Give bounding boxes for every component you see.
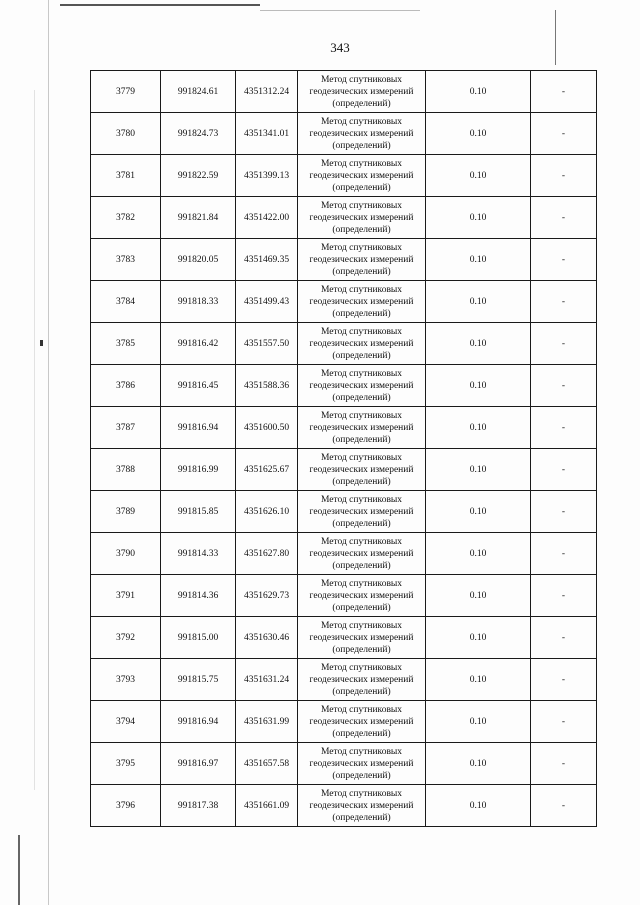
x-coordinate-cell: 991815.75: [161, 659, 236, 701]
x-coordinate-cell: 991815.00: [161, 617, 236, 659]
table-row: [91, 785, 597, 827]
y-coordinate-cell: 4351422.00: [236, 197, 298, 239]
scan-artifact-right-edge: [555, 10, 556, 65]
scan-artifact-left-edge: [48, 0, 49, 905]
x-coordinate-cell: 991822.59: [161, 155, 236, 197]
method-cell: Метод спутниковых геодезических измерений (определений): [298, 659, 426, 701]
table-row: [91, 323, 597, 365]
point-number-cell: 3787: [91, 407, 161, 449]
x-coordinate-cell: 991817.38: [161, 785, 236, 827]
x-coordinate-cell: 991814.33: [161, 533, 236, 575]
point-number-cell: 3789: [91, 491, 161, 533]
accuracy-cell: 0.10: [426, 533, 531, 575]
point-number-cell: 3779: [91, 71, 161, 113]
y-coordinate-cell: 4351600.50: [236, 407, 298, 449]
note-cell: -: [531, 323, 597, 365]
y-coordinate-cell: 4351631.99: [236, 701, 298, 743]
y-coordinate-cell: 4351657.58: [236, 743, 298, 785]
point-number-cell: 3790: [91, 533, 161, 575]
table-row: [91, 113, 597, 155]
scan-artifact-mark: [40, 340, 43, 346]
x-coordinate-cell: 991816.97: [161, 743, 236, 785]
scan-artifact-left-edge-faint: [34, 90, 35, 790]
y-coordinate-cell: 4351631.24: [236, 659, 298, 701]
table-row: [91, 239, 597, 281]
point-number-cell: 3796: [91, 785, 161, 827]
table-row: [91, 365, 597, 407]
note-cell: -: [531, 239, 597, 281]
y-coordinate-cell: 4351341.01: [236, 113, 298, 155]
y-coordinate-cell: 4351625.67: [236, 449, 298, 491]
note-cell: -: [531, 617, 597, 659]
note-cell: -: [531, 113, 597, 155]
note-cell: -: [531, 449, 597, 491]
note-cell: -: [531, 659, 597, 701]
method-cell: Метод спутниковых геодезических измерений (определений): [298, 575, 426, 617]
x-coordinate-cell: 991816.94: [161, 701, 236, 743]
table-row: [91, 743, 597, 785]
method-cell: Метод спутниковых геодезических измерений (определений): [298, 155, 426, 197]
method-cell: Метод спутниковых геодезических измерений (определений): [298, 71, 426, 113]
note-cell: -: [531, 155, 597, 197]
table-row: [91, 407, 597, 449]
table-row: [91, 155, 597, 197]
method-cell: Метод спутниковых геодезических измерений (определений): [298, 449, 426, 491]
note-cell: -: [531, 197, 597, 239]
note-cell: -: [531, 785, 597, 827]
method-cell: Метод спутниковых геодезических измерений (определений): [298, 113, 426, 155]
method-cell: Метод спутниковых геодезических измерений (определений): [298, 407, 426, 449]
point-number-cell: 3792: [91, 617, 161, 659]
method-cell: Метод спутниковых геодезических измерений (определений): [298, 491, 426, 533]
note-cell: -: [531, 281, 597, 323]
point-number-cell: 3784: [91, 281, 161, 323]
method-cell: Метод спутниковых геодезических измерений (определений): [298, 197, 426, 239]
note-cell: -: [531, 575, 597, 617]
accuracy-cell: 0.10: [426, 785, 531, 827]
accuracy-cell: 0.10: [426, 659, 531, 701]
y-coordinate-cell: 4351312.24: [236, 71, 298, 113]
table-row: [91, 659, 597, 701]
table-row: [91, 449, 597, 491]
table-row: [91, 575, 597, 617]
coordinates-table-body: [91, 71, 597, 827]
table-row: [91, 281, 597, 323]
accuracy-cell: 0.10: [426, 491, 531, 533]
point-number-cell: 3793: [91, 659, 161, 701]
y-coordinate-cell: 4351399.13: [236, 155, 298, 197]
note-cell: -: [531, 407, 597, 449]
accuracy-cell: 0.10: [426, 155, 531, 197]
y-coordinate-cell: 4351629.73: [236, 575, 298, 617]
y-coordinate-cell: 4351626.10: [236, 491, 298, 533]
table-row: [91, 701, 597, 743]
y-coordinate-cell: 4351588.36: [236, 365, 298, 407]
point-number-cell: 3780: [91, 113, 161, 155]
method-cell: Метод спутниковых геодезических измерений (определений): [298, 281, 426, 323]
method-cell: Метод спутниковых геодезических измерений (определений): [298, 239, 426, 281]
accuracy-cell: 0.10: [426, 743, 531, 785]
accuracy-cell: 0.10: [426, 449, 531, 491]
note-cell: -: [531, 743, 597, 785]
point-number-cell: 3791: [91, 575, 161, 617]
x-coordinate-cell: 991814.36: [161, 575, 236, 617]
y-coordinate-cell: 4351627.80: [236, 533, 298, 575]
note-cell: -: [531, 701, 597, 743]
point-number-cell: 3794: [91, 701, 161, 743]
note-cell: -: [531, 365, 597, 407]
point-number-cell: 3788: [91, 449, 161, 491]
method-cell: Метод спутниковых геодезических измерений (определений): [298, 533, 426, 575]
y-coordinate-cell: 4351630.46: [236, 617, 298, 659]
accuracy-cell: 0.10: [426, 281, 531, 323]
y-coordinate-cell: 4351469.35: [236, 239, 298, 281]
x-coordinate-cell: 991824.61: [161, 71, 236, 113]
x-coordinate-cell: 991816.99: [161, 449, 236, 491]
accuracy-cell: 0.10: [426, 365, 531, 407]
point-number-cell: 3785: [91, 323, 161, 365]
x-coordinate-cell: 991824.73: [161, 113, 236, 155]
method-cell: Метод спутниковых геодезических измерений (определений): [298, 617, 426, 659]
accuracy-cell: 0.10: [426, 575, 531, 617]
scan-artifact-bottom-edge: [18, 835, 20, 905]
x-coordinate-cell: 991821.84: [161, 197, 236, 239]
point-number-cell: 3781: [91, 155, 161, 197]
x-coordinate-cell: 991816.94: [161, 407, 236, 449]
x-coordinate-cell: 991820.05: [161, 239, 236, 281]
note-cell: -: [531, 71, 597, 113]
accuracy-cell: 0.10: [426, 71, 531, 113]
method-cell: Метод спутниковых геодезических измерений (определений): [298, 785, 426, 827]
x-coordinate-cell: 991816.42: [161, 323, 236, 365]
accuracy-cell: 0.10: [426, 197, 531, 239]
table-row: [91, 491, 597, 533]
y-coordinate-cell: 4351661.09: [236, 785, 298, 827]
point-number-cell: 3782: [91, 197, 161, 239]
method-cell: Метод спутниковых геодезических измерений (определений): [298, 365, 426, 407]
point-number-cell: 3783: [91, 239, 161, 281]
accuracy-cell: 0.10: [426, 407, 531, 449]
table-row: [91, 533, 597, 575]
method-cell: Метод спутниковых геодезических измерений (определений): [298, 743, 426, 785]
point-number-cell: 3795: [91, 743, 161, 785]
accuracy-cell: 0.10: [426, 239, 531, 281]
table-row: [91, 197, 597, 239]
method-cell: Метод спутниковых геодезических измерений (определений): [298, 323, 426, 365]
table-row: [91, 617, 597, 659]
coordinates-table: [90, 70, 597, 827]
scan-artifact-top-smudge: [260, 10, 420, 11]
page-number: 343: [330, 40, 350, 55]
accuracy-cell: 0.10: [426, 323, 531, 365]
point-number-cell: 3786: [91, 365, 161, 407]
accuracy-cell: 0.10: [426, 701, 531, 743]
method-cell: Метод спутниковых геодезических измерений (определений): [298, 701, 426, 743]
x-coordinate-cell: 991815.85: [161, 491, 236, 533]
accuracy-cell: 0.10: [426, 617, 531, 659]
accuracy-cell: 0.10: [426, 113, 531, 155]
y-coordinate-cell: 4351557.50: [236, 323, 298, 365]
y-coordinate-cell: 4351499.43: [236, 281, 298, 323]
x-coordinate-cell: 991816.45: [161, 365, 236, 407]
note-cell: -: [531, 491, 597, 533]
scan-artifact-top-line: [60, 4, 260, 6]
note-cell: -: [531, 533, 597, 575]
x-coordinate-cell: 991818.33: [161, 281, 236, 323]
table-row: [91, 71, 597, 113]
